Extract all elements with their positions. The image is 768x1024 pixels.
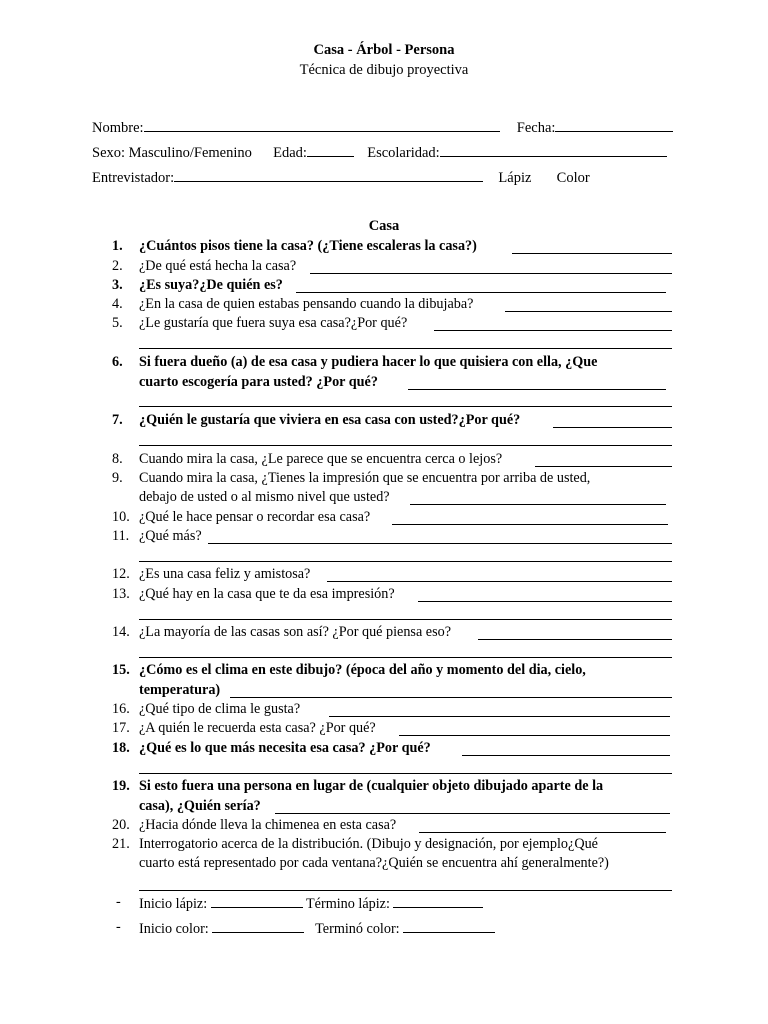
question-19-cont xyxy=(139,798,261,815)
answer-line[interactable] xyxy=(462,755,670,756)
question-number: 1. xyxy=(112,238,123,254)
header-row-nombre xyxy=(92,118,673,137)
question-20 xyxy=(139,817,396,834)
document-title: Casa - Árbol - Persona xyxy=(313,42,455,58)
question-text: Si fuera dueño (a) de esa casa y pudiera hacer lo que quisiera con ella, ¿Que xyxy=(139,354,598,370)
question-10 xyxy=(139,509,370,526)
question-text: Si esto fuera una persona en lugar de (cualquier objeto dibujado aparte de la xyxy=(139,778,604,794)
nombre-field[interactable] xyxy=(144,118,500,132)
question-text: ¿Qué más? xyxy=(139,528,202,544)
question-number: 4. xyxy=(112,296,123,312)
question-9-cont xyxy=(139,489,390,506)
question-number: 13. xyxy=(112,586,130,602)
question-number: 5. xyxy=(112,315,123,331)
question-6 xyxy=(139,354,597,371)
question-6-cont xyxy=(139,374,378,391)
question-text: casa), ¿Quién sería? xyxy=(139,798,261,814)
answer-line[interactable] xyxy=(139,773,672,774)
color-option[interactable]: Color xyxy=(556,170,590,186)
question-number: 18. xyxy=(112,740,130,756)
question-text: ¿Hacia dónde lleva la chimenea en esta casa? xyxy=(139,817,397,833)
question-9 xyxy=(139,470,590,487)
answer-line[interactable] xyxy=(310,273,672,274)
question-number: 10. xyxy=(112,509,130,525)
sexo-label: Sexo: Masculino/Femenino xyxy=(92,145,252,161)
question-7 xyxy=(139,412,520,429)
answer-line[interactable] xyxy=(296,292,666,293)
answer-line[interactable] xyxy=(139,619,672,620)
question-number: 7. xyxy=(112,412,123,428)
pencil-timing-row xyxy=(139,894,483,913)
answer-line[interactable] xyxy=(139,657,672,658)
question-4 xyxy=(139,296,473,313)
question-text: ¿En la casa de quien estabas pensando cuando la dibujaba? xyxy=(139,296,474,312)
answer-line[interactable] xyxy=(230,697,672,698)
question-14 xyxy=(139,624,451,641)
fecha-field[interactable] xyxy=(555,118,673,132)
question-21 xyxy=(139,836,598,853)
question-text: ¿Le gustaría que fuera suya esa casa?¿Por qué? xyxy=(139,315,408,331)
inicio-color-field[interactable] xyxy=(212,919,304,933)
question-text: ¿Quién le gustaría que viviera en esa casa con usted?¿Por qué? xyxy=(139,412,521,428)
answer-line[interactable] xyxy=(139,890,672,891)
question-text: ¿Qué tipo de clima le gusta? xyxy=(139,701,301,717)
question-text: ¿Qué hay en la casa que te da esa impresión? xyxy=(139,586,395,602)
question-2 xyxy=(139,258,296,275)
answer-line[interactable] xyxy=(418,601,672,602)
question-number: 2. xyxy=(112,258,123,274)
document-subtitle: Técnica de dibujo proyectiva xyxy=(299,62,469,78)
lapiz-option[interactable]: Lápiz xyxy=(498,170,532,186)
answer-line[interactable] xyxy=(408,389,666,390)
answer-line[interactable] xyxy=(275,813,670,814)
termino-color-field[interactable] xyxy=(403,919,495,933)
escolaridad-field[interactable] xyxy=(440,143,667,157)
question-number: 21. xyxy=(112,836,130,852)
answer-line[interactable] xyxy=(392,524,668,525)
question-number: 14. xyxy=(112,624,130,640)
answer-line[interactable] xyxy=(399,735,670,736)
header-row-sexo xyxy=(92,143,667,162)
question-1 xyxy=(139,238,477,255)
edad-label: Edad: xyxy=(273,145,307,161)
question-text: ¿A quién le recuerda esta casa? ¿Por qué? xyxy=(139,720,376,736)
escolaridad-label: Escolaridad: xyxy=(367,145,440,161)
question-number: 12. xyxy=(112,566,130,582)
termino-lapiz-label: Término lápiz: xyxy=(306,896,390,912)
question-text: ¿Cómo es el clima en este dibujo? (época del año y momento del dia, cielo, xyxy=(139,662,586,678)
question-text: ¿Qué es lo que más necesita esa casa? ¿Por qué? xyxy=(139,740,431,756)
termino-lapiz-field[interactable] xyxy=(393,894,483,908)
question-number: 20. xyxy=(112,817,130,833)
answer-line[interactable] xyxy=(139,561,672,562)
question-text: Cuando mira la casa, ¿Tienes la impresión que se encuentra por arriba de usted, xyxy=(139,470,591,486)
question-text: cuarto está representado por cada ventana?¿Quién se encuentra ahí generalmente?) xyxy=(139,855,609,871)
answer-line[interactable] xyxy=(553,427,672,428)
question-11 xyxy=(139,528,202,545)
answer-line[interactable] xyxy=(410,504,666,505)
nombre-label: Nombre: xyxy=(92,120,144,136)
question-text: Interrogatorio acerca de la distribución. (Dibujo y designación, por ejemplo¿Qué xyxy=(139,836,598,852)
question-19 xyxy=(139,778,603,795)
answer-line[interactable] xyxy=(512,253,672,254)
answer-line[interactable] xyxy=(505,311,672,312)
answer-line[interactable] xyxy=(208,543,672,544)
inicio-lapiz-label: Inicio lápiz: xyxy=(139,896,208,912)
answer-line[interactable] xyxy=(329,716,670,717)
termino-color-label: Terminó color: xyxy=(315,921,400,937)
fecha-label: Fecha: xyxy=(516,120,556,136)
header-row-entrevistador xyxy=(92,168,590,187)
question-5 xyxy=(139,315,407,332)
question-text: debajo de usted o al mismo nivel que usted? xyxy=(139,489,390,505)
answer-line[interactable] xyxy=(139,406,672,407)
question-number: 11. xyxy=(112,528,130,544)
question-number: 6. xyxy=(112,354,123,370)
bullet-dash: - xyxy=(116,919,121,935)
question-number: 8. xyxy=(112,451,123,467)
question-number: 15. xyxy=(112,662,130,678)
answer-line[interactable] xyxy=(535,466,672,467)
question-text: ¿Qué le hace pensar o recordar esa casa? xyxy=(139,509,371,525)
question-12 xyxy=(139,566,310,583)
section-title: Casa xyxy=(368,218,400,234)
question-text: Cuando mira la casa, ¿Le parece que se encuentra cerca o lejos? xyxy=(139,451,503,467)
question-text: temperatura) xyxy=(139,682,221,698)
answer-line[interactable] xyxy=(327,581,672,582)
question-text: ¿Es una casa feliz y amistosa? xyxy=(139,566,311,582)
question-number: 16. xyxy=(112,701,130,717)
inicio-color-label: Inicio color: xyxy=(139,921,209,937)
entrevistador-label: Entrevistador: xyxy=(92,170,175,186)
answer-line[interactable] xyxy=(139,445,672,446)
question-number: 3. xyxy=(112,277,123,293)
bullet-dash: - xyxy=(116,894,121,910)
answer-line[interactable] xyxy=(139,348,672,349)
color-timing-row xyxy=(139,919,495,938)
question-text: ¿Cuántos pisos tiene la casa? (¿Tiene escaleras la casa?) xyxy=(139,238,477,254)
entrevistador-field[interactable] xyxy=(174,168,483,182)
question-16 xyxy=(139,701,300,718)
question-number: 9. xyxy=(112,470,123,486)
question-text: ¿Es suya?¿De quién es? xyxy=(139,277,283,293)
edad-field[interactable] xyxy=(307,143,354,157)
question-number: 19. xyxy=(112,778,130,794)
question-number: 17. xyxy=(112,720,130,736)
question-3 xyxy=(139,277,283,294)
question-text: ¿La mayoría de las casas son así? ¿Por qué piensa eso? xyxy=(139,624,452,640)
answer-line[interactable] xyxy=(478,639,672,640)
question-18 xyxy=(139,740,431,757)
question-15-cont xyxy=(139,682,220,699)
question-21-cont xyxy=(139,855,609,872)
question-15 xyxy=(139,662,586,679)
question-text: cuarto escogería para usted? ¿Por qué? xyxy=(139,374,378,390)
question-13 xyxy=(139,586,395,603)
answer-line[interactable] xyxy=(419,832,666,833)
question-17 xyxy=(139,720,376,737)
question-text: ¿De qué está hecha la casa? xyxy=(139,258,297,274)
answer-line[interactable] xyxy=(434,330,672,331)
inicio-lapiz-field[interactable] xyxy=(211,894,303,908)
question-8 xyxy=(139,451,502,468)
